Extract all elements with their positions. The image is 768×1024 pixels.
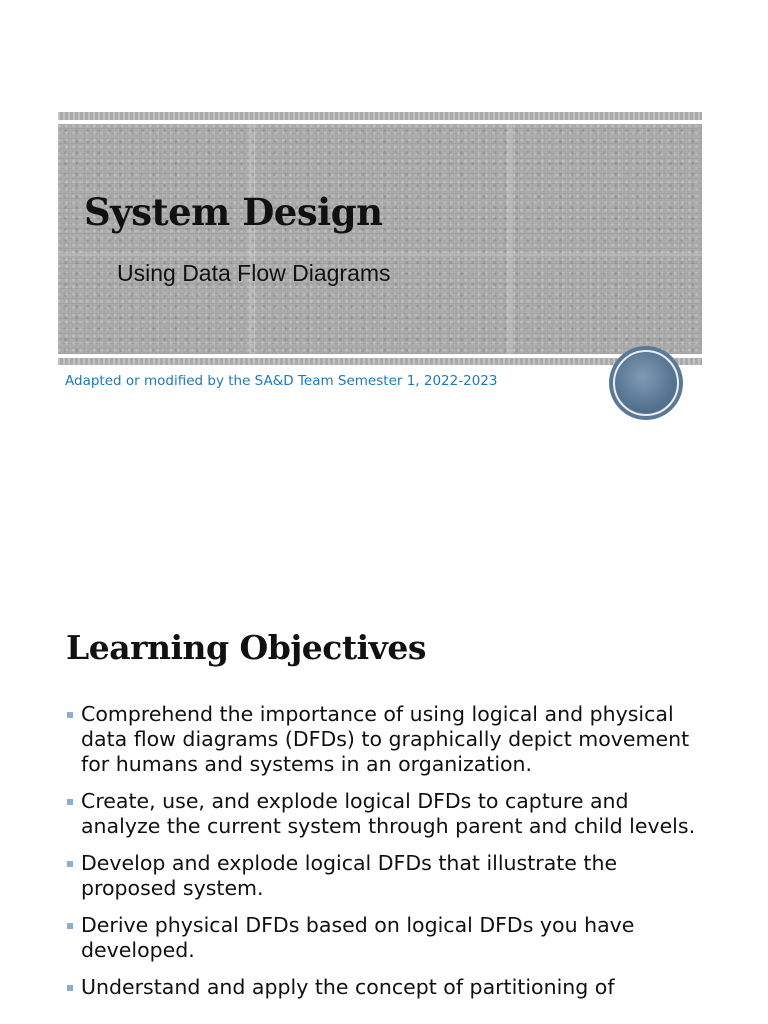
list-item-text: Derive physical DFDs based on logical DFDs you have developed. bbox=[81, 913, 635, 962]
list-item-text: Understand and apply the concept of partitioning of bbox=[81, 975, 615, 999]
slide-title: System Design bbox=[84, 190, 383, 234]
circle-emblem-icon bbox=[608, 345, 684, 421]
bullet-icon bbox=[67, 712, 73, 718]
bullet-icon bbox=[67, 861, 73, 867]
banner-bottom-rule bbox=[58, 358, 702, 365]
objectives-list bbox=[64, 702, 714, 1012]
banner-top-rule bbox=[58, 112, 702, 120]
list-item bbox=[64, 975, 714, 1000]
bullet-icon bbox=[67, 923, 73, 929]
list-item-text: Develop and explode logical DFDs that illustrate the proposed system. bbox=[81, 851, 618, 900]
objectives-heading: Learning Objectives bbox=[66, 628, 426, 667]
list-item bbox=[64, 851, 714, 901]
list-item bbox=[64, 789, 714, 839]
list-item bbox=[64, 702, 714, 777]
list-item bbox=[64, 913, 714, 963]
title-banner bbox=[58, 124, 702, 354]
bullet-icon bbox=[67, 985, 73, 991]
list-item-text: Comprehend the importance of using logical and physical data flow diagrams (DFDs) to graphically depict movement for humans and systems in an organization. bbox=[81, 702, 690, 776]
slide-subtitle: Using Data Flow Diagrams bbox=[117, 260, 391, 286]
credit-line: Adapted or modified by the SA&D Team Semester 1, 2022-2023 bbox=[65, 373, 498, 389]
bullet-icon bbox=[67, 799, 73, 805]
list-item-text: Create, use, and explode logical DFDs to capture and analyze the current system through parent and child levels. bbox=[81, 789, 696, 838]
